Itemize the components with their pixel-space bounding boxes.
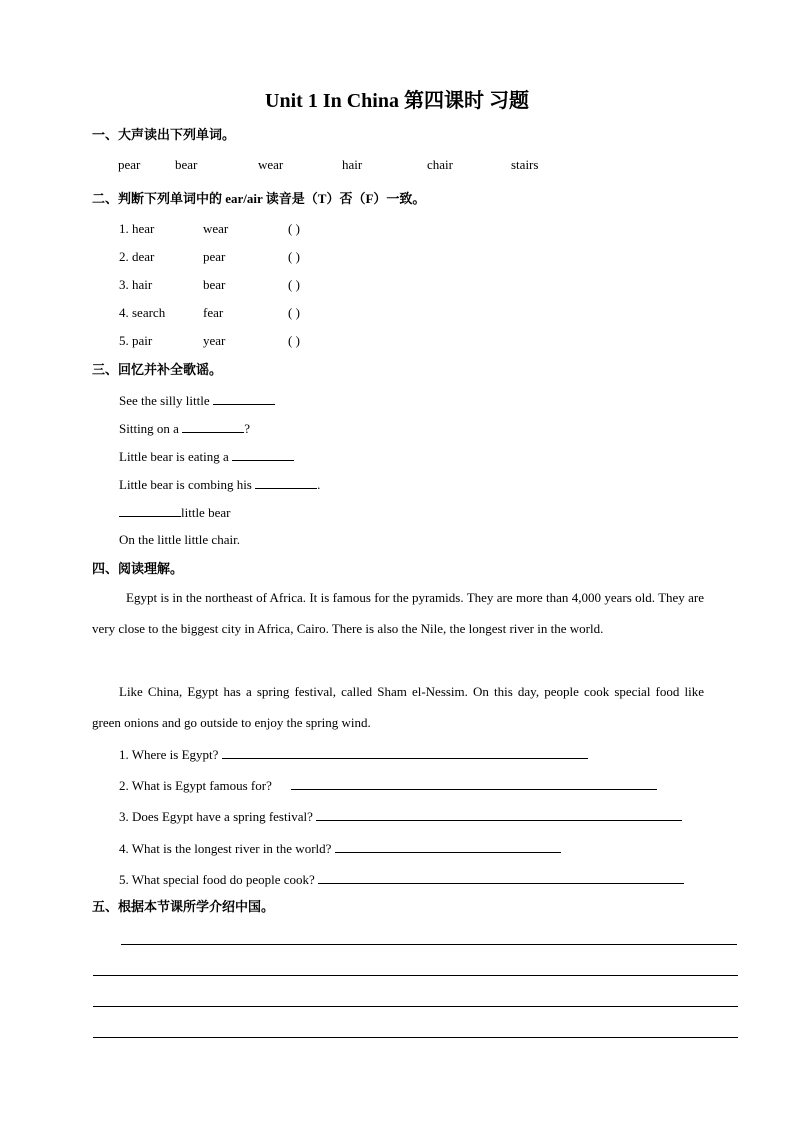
rhyme-line-4-text: Little bear is combing his	[119, 477, 256, 492]
rhyme-line-2	[119, 420, 250, 437]
rhyme-blank-3[interactable]	[232, 448, 294, 461]
rhyme-line-3-text: Little bear is eating a	[119, 449, 232, 464]
rhyme-line-5	[119, 504, 230, 521]
question-4	[119, 840, 561, 857]
reading-paragraph-1: Egypt is in the northeast of Africa. It is famous for the pyramids. They are more than 4,000 years old. They are very close to the biggest city in Africa, Cairo. There is also the Nile, the longest river in the world.	[92, 590, 704, 636]
answer-paren-2[interactable]: ( )	[288, 249, 300, 264]
rhyme-line-1-text: See the silly little	[119, 393, 213, 408]
answer-line-2[interactable]	[291, 777, 657, 790]
section-4-heading: 四、阅读理解。	[92, 561, 184, 576]
rhyme-line-6: On the little little chair.	[119, 532, 240, 547]
word-wear: wear	[258, 157, 284, 172]
answer-line-4[interactable]	[335, 840, 561, 853]
rhyme-line-5-text: little bear	[181, 505, 231, 520]
section-2-heading: 二、判断下列单词中的 ear/air 读音是（T）否（F）一致。	[92, 191, 426, 206]
pair-item-5-word-b: year	[203, 333, 226, 348]
section-3-heading: 三、回忆并补全歌谣。	[92, 362, 223, 377]
reading-paragraph-2: Like China, Egypt has a spring festival, called Sham el-Nessim. On this day, people cook special food like green onions and go outside to enjoy the spring wind.	[92, 684, 704, 730]
writing-line-4[interactable]	[93, 1037, 738, 1038]
word-hair: hair	[342, 157, 363, 172]
question-1	[119, 746, 588, 763]
pair-item-1-word-a: 1. hear	[119, 221, 155, 236]
rhyme-blank-5[interactable]	[119, 504, 181, 517]
rhyme-line-2-end: ?	[244, 421, 250, 436]
pair-item-2-word-b: pear	[203, 249, 226, 264]
question-2-text: 2. What is Egypt famous for?	[119, 778, 272, 793]
rhyme-blank-4[interactable]	[255, 476, 317, 489]
pair-item-3-word-b: bear	[203, 277, 226, 292]
writing-line-3[interactable]	[93, 1006, 738, 1007]
question-3-text: 3. Does Egypt have a spring festival?	[119, 809, 313, 824]
word-bear: bear	[175, 157, 198, 172]
writing-line-2[interactable]	[93, 975, 738, 976]
writing-line-1[interactable]	[121, 944, 737, 945]
answer-paren-4[interactable]: ( )	[288, 305, 300, 320]
word-stairs: stairs	[511, 157, 539, 172]
rhyme-blank-1[interactable]	[213, 392, 275, 405]
answer-line-3[interactable]	[316, 808, 682, 821]
rhyme-line-2-text: Sitting on a	[119, 421, 183, 436]
word-pear: pear	[118, 157, 141, 172]
answer-line-1[interactable]	[222, 746, 588, 759]
pair-item-2-word-a: 2. dear	[119, 249, 155, 264]
answer-paren-1[interactable]: ( )	[288, 221, 300, 236]
section-1-heading: 一、大声读出下列单词。	[92, 127, 236, 142]
pair-item-3-word-a: 3. hair	[119, 277, 153, 292]
word-chair: chair	[427, 157, 453, 172]
question-4-text: 4. What is the longest river in the world?	[119, 841, 332, 856]
pair-item-5-word-a: 5. pair	[119, 333, 153, 348]
pair-item-1-word-b: wear	[203, 221, 229, 236]
question-3	[119, 808, 682, 825]
question-5	[119, 871, 684, 888]
rhyme-blank-2[interactable]	[182, 420, 244, 433]
pair-item-4-word-a: 4. search	[119, 305, 166, 320]
pair-item-4-word-b: fear	[203, 305, 224, 320]
answer-line-5[interactable]	[318, 871, 684, 884]
rhyme-line-4-end: .	[317, 477, 321, 492]
question-2	[119, 777, 657, 794]
rhyme-line-1	[119, 392, 275, 409]
page-title: Unit 1 In China 第四课时 习题	[265, 90, 529, 112]
rhyme-line-4	[119, 476, 320, 493]
rhyme-line-3	[119, 448, 294, 465]
answer-paren-5[interactable]: ( )	[288, 333, 300, 348]
question-5-text: 5. What special food do people cook?	[119, 872, 315, 887]
question-1-text: 1. Where is Egypt?	[119, 747, 219, 762]
section-5-heading: 五、根据本节课所学介绍中国。	[92, 899, 275, 914]
answer-paren-3[interactable]: ( )	[288, 277, 300, 292]
